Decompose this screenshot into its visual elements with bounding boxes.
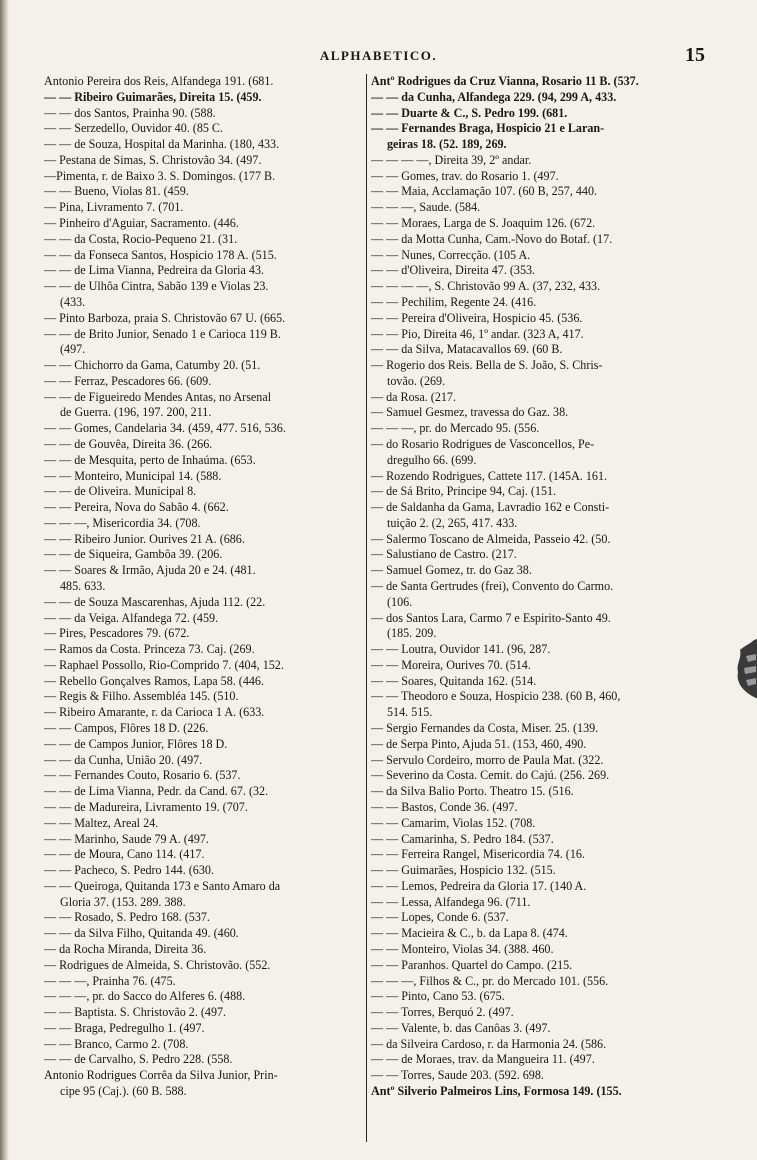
directory-entry: — — Guimarães, Hospicio 132. (515.: [371, 863, 556, 878]
page-number: 15: [685, 44, 705, 66]
directory-entry: — — —, pr. do Mercado 95. (556.: [371, 421, 540, 436]
directory-entry: — — da Veiga. Alfandega 72. (459.: [44, 610, 219, 625]
directory-entry: — — Soares, Quitanda 162. (514.: [371, 673, 537, 688]
directory-entry: — da Silveira Cardoso, r. da Harmonia 24. (586.: [371, 1036, 607, 1051]
directory-entry: — — Gomes, Candelaria 34. (459, 477. 516, 536.: [44, 421, 286, 436]
directory-entry: — — Pio, Direita 46, 1º andar. (323 A, 417.: [371, 326, 584, 341]
directory-entry: — — Monteiro, Violas 34. (388. 460.: [371, 941, 554, 956]
directory-entry: — — Rosado, S. Pedro 168. (537.: [44, 910, 210, 925]
binding-edge-shadow: [0, 0, 9, 1160]
directory-entry: — — Braga, Pedregulho 1. (497.: [44, 1020, 205, 1035]
directory-entry: Antº Rodrigues da Cruz Vianna, Rosario 11 B. (537.: [371, 74, 639, 88]
left-column: [44, 74, 362, 1100]
directory-entry: — de Serpa Pinto, Ajuda 51. (153, 460, 490.: [371, 736, 587, 751]
directory-entry: — Sergio Fernandes da Costa, Miser. 25. (139.: [371, 721, 599, 736]
directory-entry: — — Ferreira Rangel, Misericordia 74. (16.: [371, 847, 585, 862]
directory-entry: — Ribeiro Amarante, r. da Carioca 1 A. (633.: [44, 705, 265, 720]
directory-entry: — dos Santos Lara, Carmo 7 e Espirito-Santo 49.: [371, 610, 611, 625]
directory-entry: — — de Souza, Hospital da Marinha. (180, 433.: [44, 137, 280, 152]
directory-entry: — — Pereira, Nova do Sabão 4. (662.: [44, 500, 229, 515]
directory-entry: — da Rosa. (217.: [371, 389, 456, 404]
directory-entry: — — Pacheco, S. Pedro 144. (630.: [44, 863, 214, 878]
directory-entry: — — Torres, Saude 203. (592. 698.: [371, 1068, 544, 1083]
library-stamp-icon: [732, 638, 757, 700]
directory-entry: — do Rosario Rodrigues de Vasconcellos, Pe-: [371, 436, 595, 451]
directory-entry: — Salustiano de Castro. (217.: [371, 547, 517, 562]
directory-entry: — — da Cunha, Alfandega 229. (94, 299 A, 433.: [371, 89, 617, 104]
directory-entry: Antonio Rodrigues Corrêa da Silva Junior, Prin-: [44, 1068, 278, 1083]
entry-continuation: de Guerra. (196, 197. 200, 211.: [60, 405, 212, 420]
directory-entry: — da Rocha Miranda, Direita 36.: [44, 941, 207, 956]
directory-entry: — — de Carvalho, S. Pedro 228. (558.: [44, 1052, 233, 1067]
entry-continuation: tuição 2. (2, 265, 417. 433.: [387, 515, 518, 530]
directory-entry: — de Saldanha da Gama, Lavradio 162 e Consti-: [371, 500, 610, 515]
directory-entry: — — — —, S. Christovão 99 A. (37, 232, 433.: [371, 279, 601, 294]
directory-entry: — Rozendo Rodrigues, Cattete 117. (145A. 161.: [371, 468, 608, 483]
directory-entry: — Servulo Cordeiro, morro de Paula Mat. (322.: [371, 752, 604, 767]
directory-entry: — — Monteiro, Municipal 14. (588.: [44, 468, 222, 483]
directory-entry: — — Torres, Berquó 2. (497.: [371, 1005, 514, 1020]
directory-entry: — — d'Oliveira, Direita 47. (353.: [371, 263, 536, 278]
directory-entry: — — da Fonseca Santos, Hospicio 178 A. (515.: [44, 247, 277, 262]
directory-entry: — Rogerio dos Reis. Bella de S. João, S. Chris-: [371, 358, 603, 373]
directory-entry: — — Campos, Flôres 18 D. (226.: [44, 721, 209, 736]
directory-entry: — — Lessa, Alfandega 96. (711.: [371, 894, 531, 909]
entry-continuation: cipe 95 (Caj.). (60 B. 588.: [60, 1084, 187, 1098]
directory-entry: — — Pechilim, Regente 24. (416.: [371, 294, 537, 309]
directory-entry: — — Ferraz, Pescadores 66. (609.: [44, 373, 212, 388]
directory-entry: — — Fernandes Braga, Hospicio 21 e Laran-: [371, 121, 605, 136]
directory-entry: — — de Moura, Cano 114. (417.: [44, 847, 205, 862]
directory-entry: — Salermo Toscano de Almeida, Passeio 42. (50.: [371, 531, 611, 546]
directory-entry: — — Valente, b. das Canôas 3. (497.: [371, 1020, 551, 1035]
directory-entry: — — Marinho, Saude 79 A. (497.: [44, 831, 209, 846]
column-divider: [366, 74, 367, 1142]
directory-entry: — — da Costa, Rocio-Pequeno 21. (31.: [44, 231, 238, 246]
page-header: [0, 44, 757, 68]
directory-entry: — Regis & Filho. Assembléa 145. (510.: [44, 689, 239, 704]
directory-entry: — — de Gouvêa, Direita 36. (266.: [44, 436, 213, 451]
directory-entry: — — Lopes, Conde 6. (537.: [371, 910, 509, 925]
directory-entry: — Samuel Gesmez, travessa do Gaz. 38.: [371, 405, 569, 420]
directory-entry: — — da Cunha, União 20. (497.: [44, 752, 203, 767]
entry-continuation: (433.: [60, 294, 86, 309]
directory-entry: — — Paranhos. Quartel do Campo. (215.: [371, 957, 573, 972]
directory-entry: — — de Madureira, Livramento 19. (707.: [44, 799, 248, 814]
running-title: ALPHABETICO.: [319, 48, 438, 63]
directory-entry: — Samuel Gomez, tr. do Gaz 38.: [371, 563, 532, 578]
directory-entry: — — Queiroga, Quitanda 173 e Santo Amaro da: [44, 878, 281, 893]
directory-entry: — — de Campos Junior, Flôres 18 D.: [44, 736, 228, 751]
directory-entry: — — Loutra, Ouvidor 141. (96, 287.: [371, 642, 551, 657]
directory-entry: — — Serzedello, Ouvidor 40. (85 C.: [44, 121, 224, 136]
directory-entry: — — Camarim, Violas 152. (708.: [371, 815, 536, 830]
directory-entry: — Pestana de Simas, S. Christovão 34. (497.: [44, 152, 262, 167]
directory-entry: — — Pereira d'Oliveira, Hospicio 45. (536.: [371, 310, 583, 325]
directory-entry: — — de Souza Mascarenhas, Ajuda 112. (22.: [44, 594, 266, 609]
directory-entry: — Pires, Pescadores 79. (672.: [44, 626, 190, 641]
entry-continuation: 485. 633.: [60, 579, 106, 593]
directory-entry: — — Baptista. S. Christovão 2. (497.: [44, 1005, 227, 1020]
directory-entry: — Pina, Livramento 7. (701.: [44, 200, 184, 215]
directory-entry: — — de Moraes, trav. da Mangueira 11. (497.: [371, 1052, 595, 1067]
directory-entry: — — —, Prainha 76. (475.: [44, 973, 176, 988]
directory-entry: — — dos Santos, Prainha 90. (588.: [44, 105, 216, 120]
directory-entry: — — Soares & Irmão, Ajuda 20 e 24. (481.: [44, 563, 256, 578]
directory-entry: — — Macieira & C., b. da Lapa 8. (474.: [371, 926, 568, 941]
directory-entry: — — Fernandes Couto, Rosario 6. (537.: [44, 768, 241, 783]
directory-entry: — — de Mesquita, perto de Inhaúma. (653.: [44, 452, 256, 467]
directory-entry: — — de Ulhôa Cintra, Sabão 139 e Violas 23.: [44, 279, 269, 294]
directory-entry: — — Lemos, Pedreira da Gloria 17. (140 A.: [371, 878, 587, 893]
directory-entry: — — Camarinha, S. Pedro 184. (537.: [371, 831, 554, 846]
directory-entry: — — —, Misericordia 34. (708.: [44, 515, 201, 530]
directory-entry: — Raphael Possollo, Rio-Comprido 7. (404, 152.: [44, 657, 284, 672]
directory-entry: — — de Siqueira, Gambôa 39. (206.: [44, 547, 223, 562]
directory-entry: — Rodrigues de Almeida, S. Christovão. (552.: [44, 957, 271, 972]
directory-entry: — — Chichorro da Gama, Catumby 20. (51.: [44, 358, 261, 373]
directory-entry: — de Sá Brito, Principe 94, Caj. (151.: [371, 484, 557, 499]
directory-entry: — Pinheiro d'Aguiar, Sacramento. (446.: [44, 216, 239, 231]
directory-entry: — — Bastos, Conde 36. (497.: [371, 799, 518, 814]
entry-continuation: tovão. (269.: [387, 373, 446, 388]
directory-entry: — — da Motta Cunha, Cam.-Novo do Botaf. (17.: [371, 231, 613, 246]
directory-entry: — — Moraes, Larga de S. Joaquim 126. (672.: [371, 216, 596, 231]
directory-entry: — Rebello Gonçalves Ramos, Lapa 58. (446.: [44, 673, 264, 688]
entry-continuation: dregulho 66. (699.: [387, 452, 477, 467]
directory-entry: — — —, Saude. (584.: [371, 200, 481, 215]
directory-entry: — — Ribeiro Junior. Ourives 21 A. (686.: [44, 531, 245, 546]
directory-entry: — — de Oliveira. Municipal 8.: [44, 484, 197, 499]
directory-entry: — — —, Filhos & C., pr. do Mercado 101. (556.: [371, 973, 609, 988]
directory-entry: — — Theodoro e Souza, Hospicio 238. (60 B, 460,: [371, 689, 621, 704]
directory-entry: — — —, pr. do Sacco do Alferes 6. (488.: [44, 989, 246, 1004]
entry-continuation: (497.: [60, 342, 86, 357]
directory-entry: — — Pinto, Cano 53. (675.: [371, 989, 505, 1004]
directory-entry: — — de Lima Vianna, Pedreira da Gloria 43.: [44, 263, 265, 278]
directory-entry: — — Moreira, Ourives 70. (514.: [371, 657, 531, 672]
directory-entry: — — de Figueiredo Mendes Antas, no Arsenal: [44, 389, 272, 404]
directory-entry: — — Nunes, Correcção. (105 A.: [371, 247, 531, 262]
directory-entry: — — Gomes, trav. do Rosario 1. (497.: [371, 168, 559, 183]
directory-entry: — — de Lima Vianna, Pedr. da Cand. 67. (32.: [44, 784, 269, 799]
directory-entry: — de Santa Gertrudes (frei), Convento do Carmo.: [371, 579, 614, 593]
entry-continuation: (185. 209.: [387, 626, 437, 641]
directory-entry: — — da Silva Filho, Quitanda 49. (460.: [44, 926, 239, 941]
directory-entry: — — Ribeiro Guimarães, Direita 15. (459.: [44, 89, 262, 104]
directory-entry: —Pimenta, r. de Baixo 3. S. Domingos. (177 B.: [44, 168, 276, 183]
directory-entry: — Severino da Costa. Cemit. do Cajú. (256. 269.: [371, 768, 610, 783]
directory-entry: — — Bueno, Violas 81. (459.: [44, 184, 189, 199]
directory-entry: — — da Silva, Matacavallos 69. (60 B.: [371, 342, 563, 357]
directory-entry: — — de Brito Junior, Senado 1 e Carioca 119 B.: [44, 326, 281, 341]
directory-entry: — Ramos da Costa. Princeza 73. Caj. (269.: [44, 642, 255, 657]
directory-entry: Antº Silverio Palmeiros Lins, Formosa 149. (155.: [371, 1084, 622, 1098]
directory-entry: — — — —, Direita 39, 2º andar.: [371, 152, 532, 167]
entry-continuation: 514. 515.: [387, 705, 433, 720]
entry-continuation: (106.: [387, 594, 413, 609]
directory-entry: — — Duarte & C., S. Pedro 199. (681.: [371, 105, 568, 120]
entry-continuation: Gloria 37. (153. 289. 388.: [60, 894, 186, 909]
directory-entry: — — Branco, Carmo 2. (708.: [44, 1036, 189, 1051]
right-column: [371, 74, 709, 1100]
directory-entry: Antonio Pereira dos Reis, Alfandega 191. (681.: [44, 74, 274, 88]
directory-entry: — — Maltez, Areal 24.: [44, 815, 159, 830]
directory-entry: — — Maia, Acclamação 107. (60 B, 257, 440.: [371, 184, 598, 199]
entry-continuation: geiras 18. (52. 189, 269.: [387, 137, 507, 152]
directory-entry: — Pinto Barboza, praia S. Christovão 67 U. (665.: [44, 310, 286, 325]
directory-entry: — da Silva Balio Porto. Theatro 15. (516.: [371, 784, 574, 799]
